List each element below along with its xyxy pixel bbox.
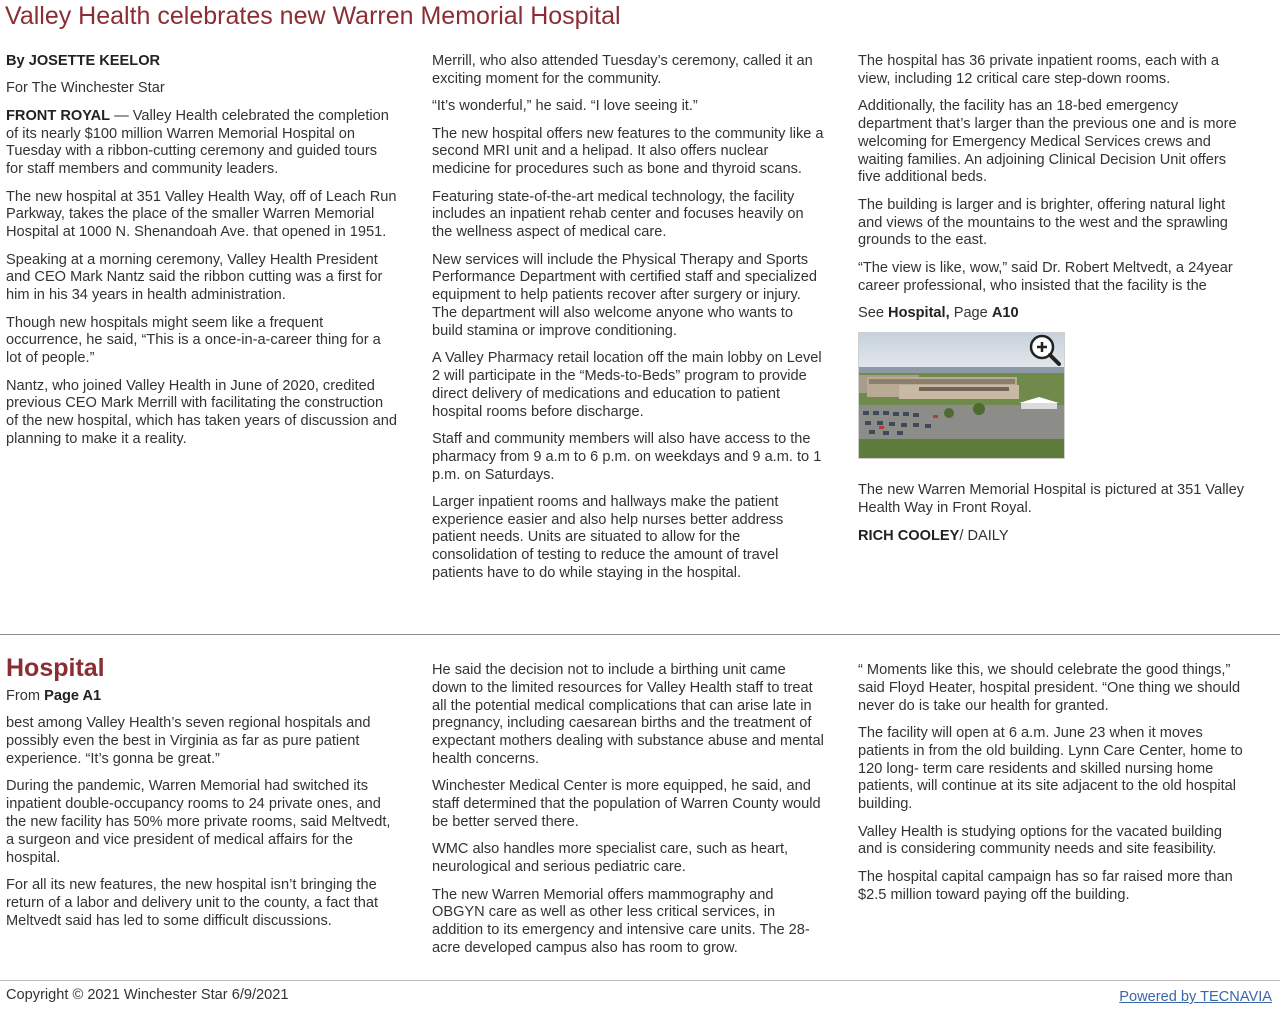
continuation-column-3 [858, 662, 1250, 914]
paragraph: Winchester Medical Center is more equipped, he said, and staff determined that the population of Warren County would be better served there. [432, 778, 821, 830]
photo-credit-org: / DAILY [959, 527, 1009, 544]
paragraph: “ Moments like this, we should celebrate the good things,” said Floyd Heater, hospital president. “One thing we should never do is take our health for granted. [858, 662, 1241, 714]
jump-line [858, 305, 1250, 323]
article-column-3 [858, 53, 1250, 555]
continuation-column-2 [432, 662, 824, 967]
from-page: Page A1 [44, 688, 102, 704]
photo-caption: The new Warren Memorial Hospital is pictured at 351 Valley Health Way in Front Royal. [858, 482, 1245, 517]
paragraph: The hospital capital campaign has so far raised more than $2.5 million toward paying off the building. [858, 868, 1233, 903]
paragraph: He said the decision not to include a birthing unit came down to the limited resources for Valley Health staff to treat all the potential medical complications that can arise late in pregnancy, including caesarean births and the treatment of expectant mothers dealing with substance abuse and mental health concerns. [432, 662, 824, 767]
paragraph: best among Valley Health’s seven regional hospitals and possibly even the best in Virginia as far as pure patient experience. “It’s gonna be great.” [6, 715, 371, 767]
jump-page-word: Page [949, 304, 992, 321]
dateline: FRONT ROYAL [6, 107, 111, 124]
byline-prefix: By [6, 53, 29, 69]
article-column-1 [6, 53, 398, 458]
paragraph: Featuring state-of-the-art medical technology, the facility includes an inpatient rehab center and focuses heavily on the wellness aspect of medical care. [432, 188, 804, 241]
byline [6, 53, 398, 71]
hospital-photo[interactable] [858, 332, 1065, 459]
paragraph: WMC also handles more specialist care, such as heart, neurological and serious pediatric care. [432, 841, 789, 876]
paragraph: For all its new features, the new hospital isn’t bringing the return of a labor and delivery unit to the county, a fact that Meltvedt said has led to some difficult discussions. [6, 876, 379, 929]
paragraph: The facility will open at 6 a.m. June 23 when it moves patients in from the old building. Lynn Care Center, home to 120 long- term care residents and skilled nursing home patients, will continue at its site adjacent to the old hospital building. [858, 724, 1243, 813]
continuation-column-1 [6, 654, 398, 940]
powered-by-link[interactable]: Powered by TECNAVIA [1119, 989, 1272, 1005]
paragraph: New services will include the Physical Therapy and Sports Performance Department with certified staff and specialized equipment to help patients recover after surgery or injury. The department will also welcome anyone who wants to build stamina or improve conditioning. [432, 251, 818, 339]
section-divider [0, 634, 1280, 635]
paragraph: Valley Health is studying options for the vacated building and is considering community needs and site feasibility. [858, 823, 1222, 858]
paragraph: The new Warren Memorial offers mammography and OBGYN care as well as other less critical services, in addition to its emergency and intensive care units. The 28-acre developed campus also has room to grow. [432, 886, 810, 956]
zoom-icon[interactable] [1028, 333, 1062, 367]
paragraph: During the pandemic, Warren Memorial had switched its inpatient double-occupancy rooms to 24 private ones, and the new facility has 50% more private rooms, said Meltvedt, a surgeon and vice president of medical affairs for the hospital. [6, 778, 391, 866]
affiliation: For The Winchester Star [6, 80, 165, 97]
continuation-title: Hospital [6, 654, 105, 682]
paragraph: Staff and community members will also have access to the pharmacy from 9 a.m to 6 p.m. on weekdays and 9 a.m. to 1 p.m. on Saturdays. [432, 430, 822, 483]
paragraph: Speaking at a morning ceremony, Valley Health President and CEO Mark Nantz said the ribbon cutting was a first for him in his 34 years in health administration. [6, 251, 383, 304]
jump-section: Hospital, [888, 304, 950, 321]
paragraph: The new hospital at 351 Valley Health Way, off of Leach Run Parkway, takes the place of the smaller Warren Memorial Hospital at 1000 N. Shenandoah Ave. that opened in 1951. [6, 188, 397, 241]
paragraph: The hospital has 36 private inpatient rooms, each with a view, including 12 critical care step-down rooms. [858, 53, 1219, 87]
paragraph: Merrill, who also attended Tuesday’s ceremony, called it an exciting moment for the community. [432, 53, 813, 87]
paragraph: “It’s wonderful,” he said. “I love seeing it.” [432, 98, 698, 115]
copyright-notice: Copyright © 2021 Winchester Star 6/9/2021 [6, 987, 289, 1003]
from-line [6, 688, 398, 706]
jump-see: See [858, 304, 889, 321]
paragraph: A Valley Pharmacy retail location off the main lobby on Level 2 will participate in the “Meds-to-Beds” program to provide direct delivery of medications and education to patient hospital rooms before discharge. [432, 350, 822, 420]
paragraph: Additionally, the facility has an 18-bed emergency department that’s larger than the previous one and is more welcoming for Emergency Medical Services crews and waiting families. An adjoining Clinical Decision Unit offers five additional beds. [858, 98, 1237, 186]
paragraph: The new hospital offers new features to the community like a second MRI unit and a helipad. It also offers nuclear medicine for procedures such as bone and thyroid scans. [432, 125, 824, 178]
article-headline: Valley Health celebrates new Warren Memorial Hospital [5, 2, 621, 30]
from-label: From [6, 688, 45, 704]
paragraph: Nantz, who joined Valley Health in June of 2020, credited previous CEO Mark Merrill with facilitating the construction of the new hospital, which has taken years of discussion and planning to make it a reality. [6, 377, 398, 447]
paragraph [6, 108, 398, 179]
jump-page: A10 [991, 304, 1019, 321]
paragraph: Though new hospitals might seem like a frequent occurrence, he said, “This is a once-in-a-career thing for a lot of people.” [6, 314, 381, 367]
byline-name: JOSETTE KEELOR [28, 53, 161, 69]
photo-credit [858, 528, 1250, 546]
paragraph: The building is larger and is brighter, offering natural light and views of the mountains to the west and the sprawling grounds to the east. [858, 196, 1228, 249]
paragraph: “The view is like, wow,” said Dr. Robert Meltvedt, a 24year career professional, who insisted that the facility is the [858, 259, 1233, 294]
paragraph-text: — Valley Health celebrated the completion of its nearly $100 million Warren Memorial Hospital on Tuesday with a ribbon-cutting ceremony and guided tours for staff members and community leaders. [6, 107, 389, 178]
article-column-2 [432, 53, 824, 592]
footer-divider [0, 980, 1280, 981]
photo-credit-name: RICH COOLEY [858, 527, 960, 544]
paragraph: Larger inpatient rooms and hallways make the patient experience easier and also help nurses better address patient needs. Units are situated to allow for the consolidation of testing to reduce the amount of travel patients have to do while staying in the hospital. [432, 493, 784, 582]
